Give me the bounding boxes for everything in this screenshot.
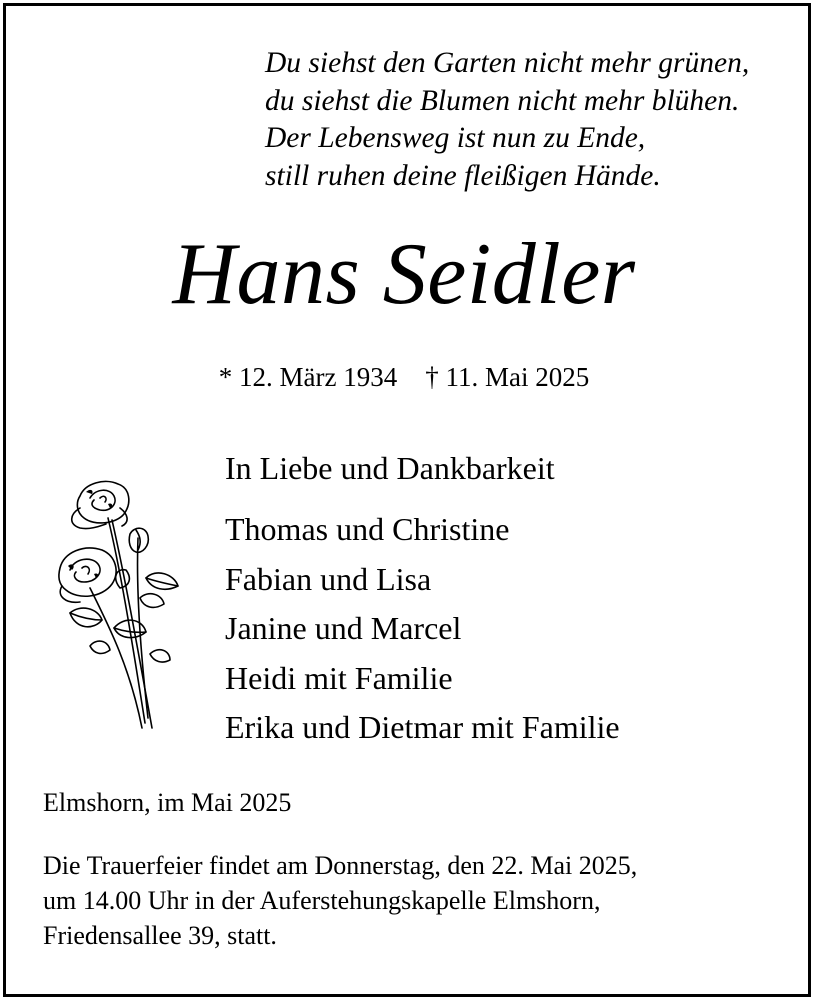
deceased-name: Hans Seidler — [172, 226, 636, 323]
family-list — [225, 505, 620, 753]
birth-date: * 12. März 1934 — [218, 362, 398, 392]
service-line: Friedensallee 39, statt. — [43, 921, 277, 950]
dedication: In Liebe und Dankbarkeit — [225, 450, 555, 486]
poem-line: du siehst die Blumen nicht mehr blühen. — [265, 84, 740, 117]
family-member: Janine und Marcel — [225, 610, 462, 646]
poem-line: still ruhen deine fleißigen Hände. — [265, 159, 661, 192]
family-member: Erika und Dietmar mit Familie — [225, 709, 620, 745]
life-dates — [0, 360, 808, 394]
roses-icon — [50, 478, 185, 738]
service-line: Die Trauerfeier findet am Donnerstag, den 22. Mai 2025, — [43, 851, 638, 880]
poem — [265, 45, 749, 195]
place-and-date: Elmshorn, im Mai 2025 — [43, 788, 292, 817]
funeral-service-info — [43, 848, 637, 953]
family-member: Heidi mit Familie — [225, 659, 453, 696]
death-date: † 11. Mai 2025 — [425, 362, 590, 392]
family-member: Fabian und Lisa — [225, 560, 432, 597]
service-line: um 14.00 Uhr in der Auferstehungskapelle Elmshorn, — [43, 886, 601, 915]
poem-line: Der Lebensweg ist nun zu Ende, — [265, 122, 646, 154]
poem-line: Du siehst den Garten nicht mehr grünen, — [265, 47, 750, 79]
family-member: Thomas und Christine — [225, 511, 510, 547]
